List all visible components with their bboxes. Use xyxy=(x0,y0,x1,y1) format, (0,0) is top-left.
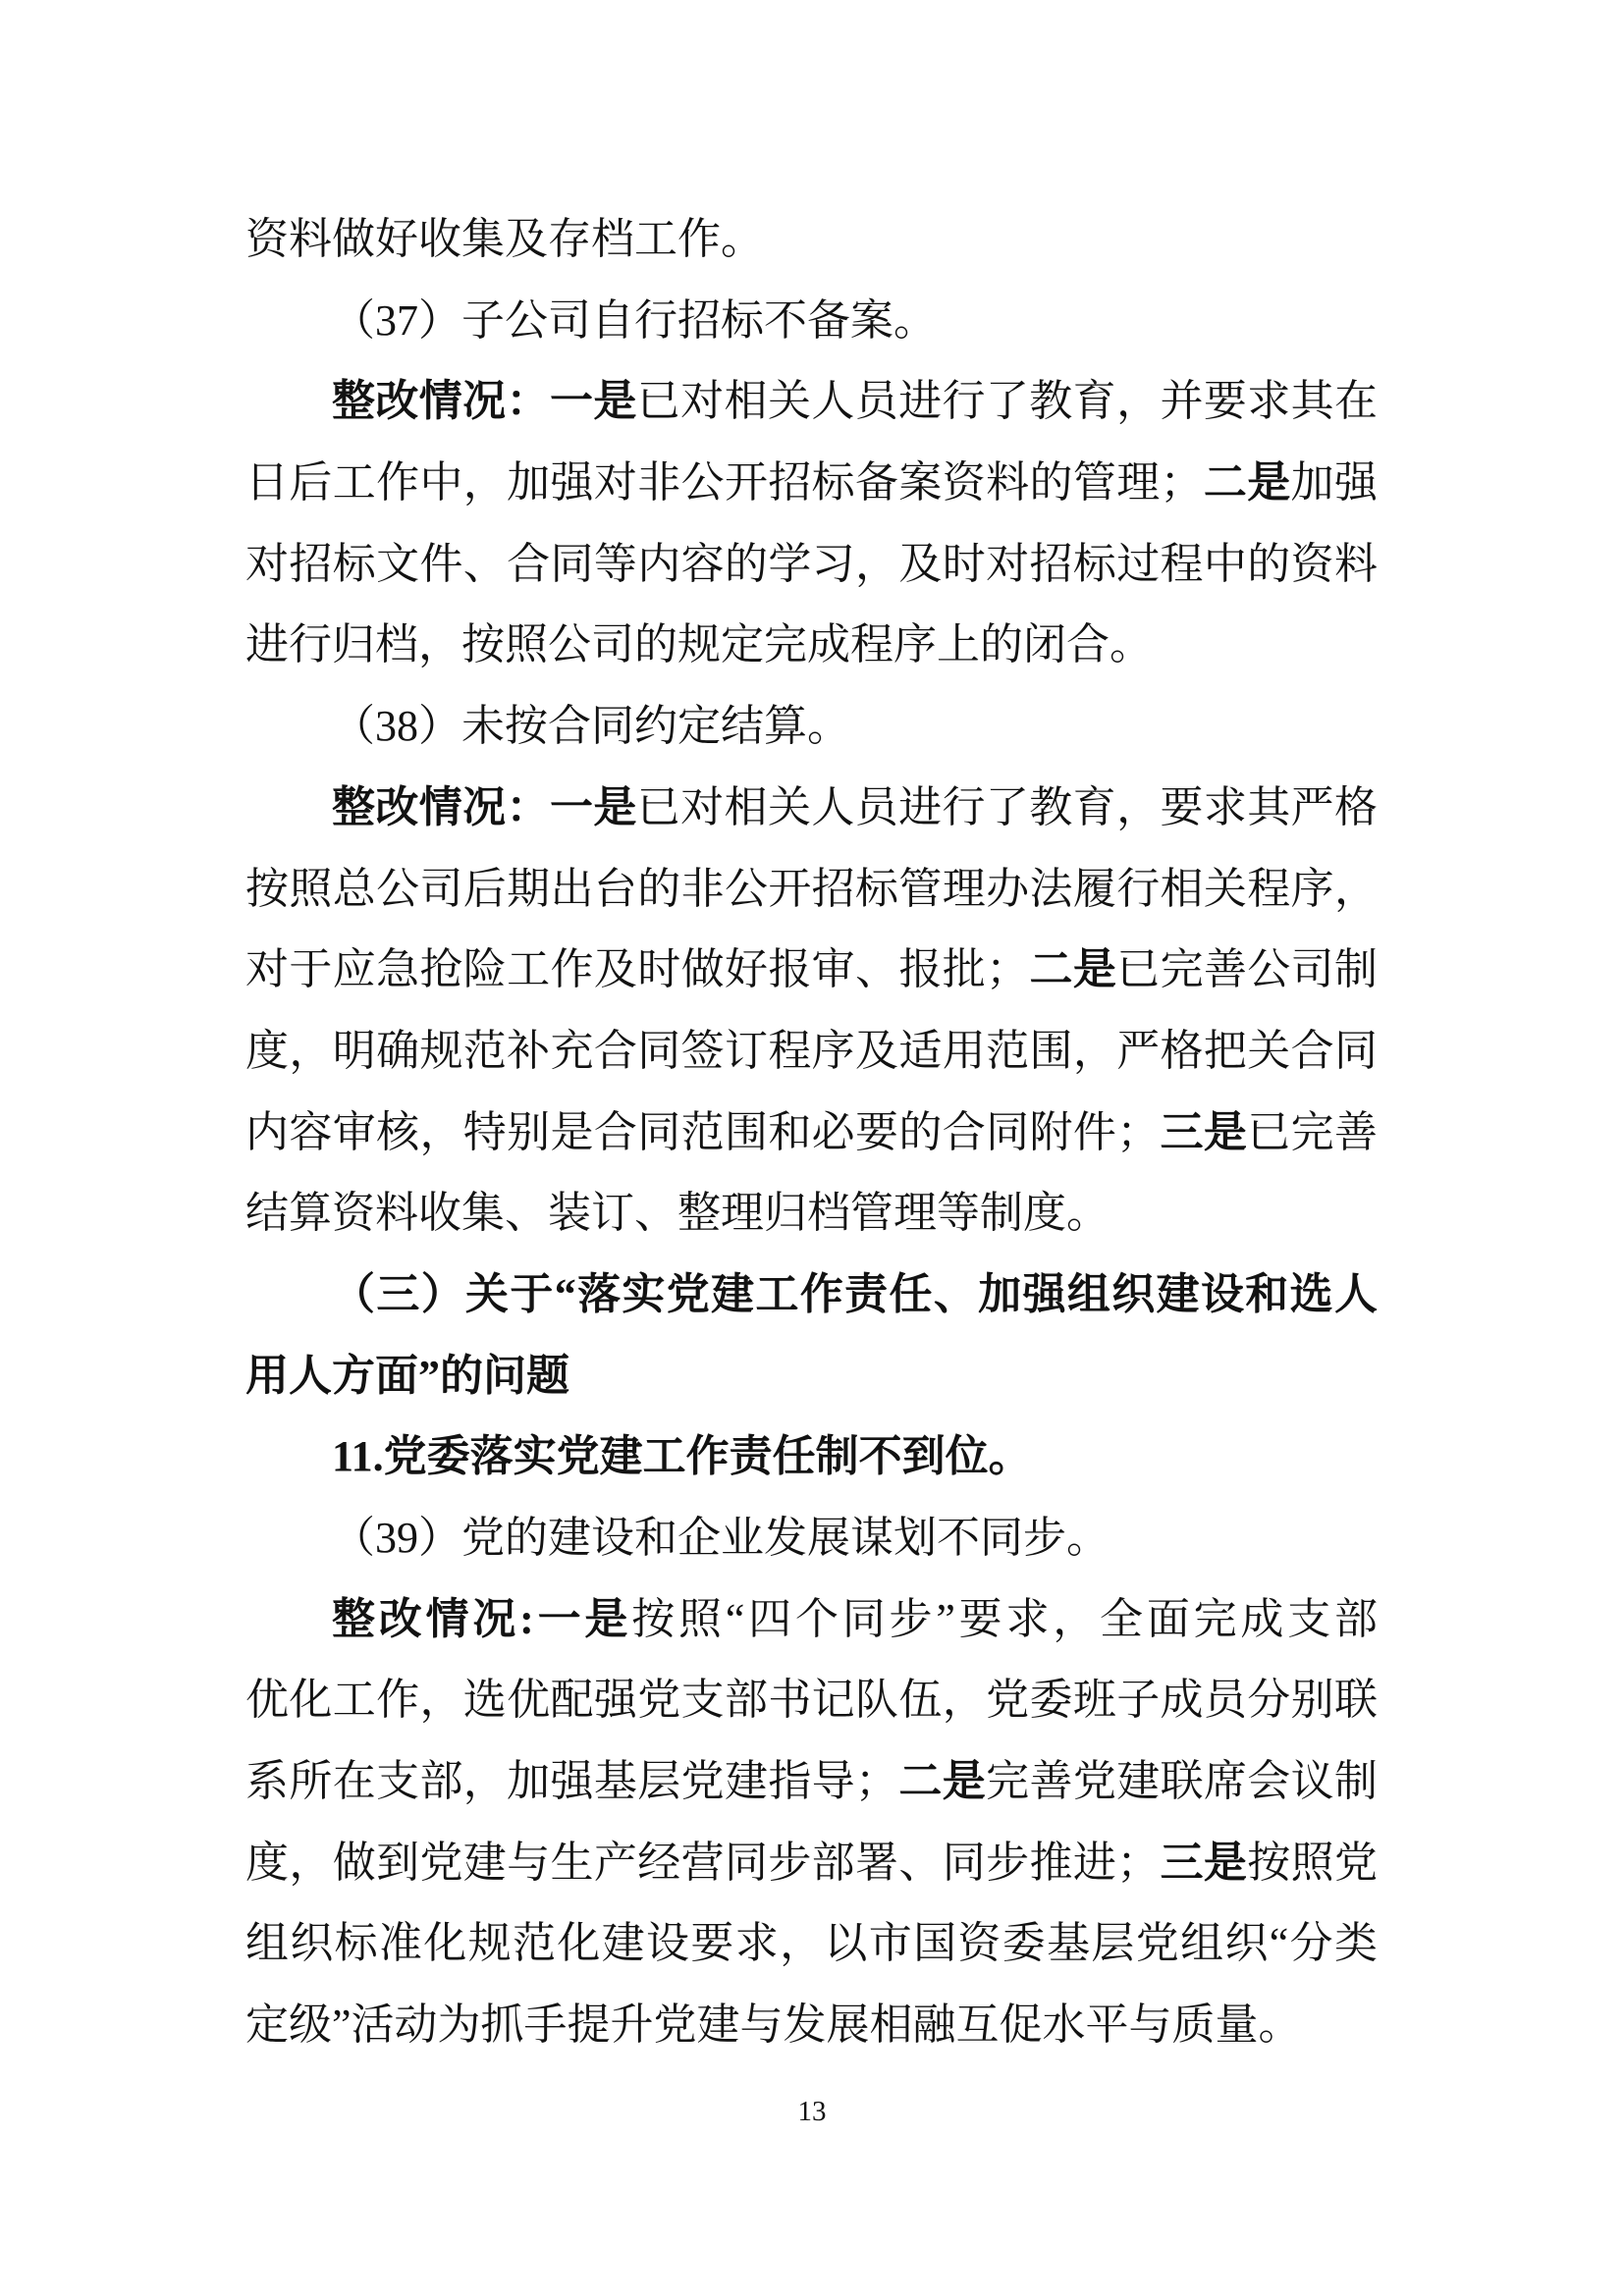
text-line xyxy=(245,1255,1378,1336)
text-line xyxy=(245,524,1378,606)
text-segment: 结算资料收集、装订、整理归档管理等制度。 xyxy=(245,1189,1110,1238)
text-line xyxy=(245,1416,1378,1498)
text-segment: 组织标准化规范化建设要求，以市国资委基层党组织“分类 xyxy=(245,1919,1378,1968)
bold-text-segment: 一是 xyxy=(533,1594,632,1643)
text-segment: 对于应急抢险工作及时做好报审、报批； xyxy=(245,945,1030,994)
text-segment: 资料做好收集及存档工作。 xyxy=(245,215,764,263)
text-segment: （39）党的建设和企业发展谋划不同步。 xyxy=(332,1514,1110,1562)
text-segment: 已完善 xyxy=(1247,1107,1379,1156)
bold-text-segment: 三是 xyxy=(1160,1838,1248,1887)
text-line xyxy=(245,686,1378,768)
text-line xyxy=(245,1173,1378,1255)
text-segment: （38）未按合同约定结算。 xyxy=(332,702,850,751)
text-segment: 系所在支部，加强基层党建指导； xyxy=(245,1757,899,1806)
bold-text-segment: （三）关于“落实党建工作责任、加强组织建设和选人 xyxy=(332,1269,1378,1318)
bold-text-segment: 一是 xyxy=(549,782,637,831)
text-line xyxy=(245,930,1378,1011)
bold-text-segment: 整改情况: xyxy=(332,1594,534,1643)
text-segment: 按照总公司后期出台的非公开招标管理办法履行相关程序， xyxy=(245,864,1378,913)
bold-text-segment: 三是 xyxy=(1160,1107,1248,1156)
page-number: 13 xyxy=(797,2096,827,2127)
text-line xyxy=(245,768,1378,849)
text-segment: 进行归档，按照公司的规定完成程序上的闭合。 xyxy=(245,620,1153,669)
text-segment: 对招标文件、合同等内容的学习，及时对招标过程中的资料 xyxy=(245,539,1378,588)
bold-text-segment: 11.党委落实党建工作责任制不到位。 xyxy=(332,1432,1032,1481)
text-segment: 优化工作，选优配强党支部书记队伍，党委班子成员分别联 xyxy=(245,1676,1378,1725)
bold-text-segment: 二是 xyxy=(1203,458,1291,507)
text-line xyxy=(245,849,1378,931)
text-line xyxy=(245,443,1378,524)
text-line xyxy=(245,199,1378,281)
text-segment: 日后工作中，加强对非公开招标备案资料的管理； xyxy=(245,458,1204,507)
bold-text-segment: 二是 xyxy=(1029,945,1117,994)
bold-text-segment: 整改情况： xyxy=(332,377,550,426)
text-segment: 已对相关人员进行了教育，并要求其在 xyxy=(636,377,1379,426)
text-block xyxy=(245,199,1378,2066)
text-line xyxy=(245,1985,1378,2066)
text-line xyxy=(245,1741,1378,1823)
text-segment: 加强 xyxy=(1290,458,1379,507)
text-segment: 已完善公司制 xyxy=(1116,945,1379,994)
text-segment: 度，明确规范补充合同签订程序及适用范围，严格把关合同 xyxy=(245,1026,1378,1075)
text-segment: 已对相关人员进行了教育，要求其严格 xyxy=(636,782,1379,831)
text-line xyxy=(245,1336,1378,1417)
text-line xyxy=(245,1011,1378,1093)
bold-text-segment: 整改情况： xyxy=(332,782,550,831)
bold-text-segment: 一是 xyxy=(549,377,637,426)
text-line xyxy=(245,1823,1378,1904)
text-segment: 完善党建联席会议制 xyxy=(986,1757,1379,1806)
text-line xyxy=(245,1498,1378,1579)
text-segment: 按照“四个同步”要求，全面完成支部 xyxy=(631,1594,1379,1643)
bold-text-segment: 二是 xyxy=(898,1757,987,1806)
text-segment: 内容审核，特别是合同范围和必要的合同附件； xyxy=(245,1107,1161,1156)
bold-text-segment: 用人方面”的问题 xyxy=(245,1351,569,1400)
text-line xyxy=(245,1903,1378,1985)
text-line xyxy=(245,605,1378,686)
text-line xyxy=(245,1579,1378,1661)
text-line xyxy=(245,361,1378,443)
text-line xyxy=(245,1093,1378,1174)
text-segment: 定级”活动为抓手提升党建与发展相融互促水平与质量。 xyxy=(245,2001,1302,2050)
text-segment: 度，做到党建与生产经营同步部署、同步推进； xyxy=(245,1838,1161,1887)
text-line xyxy=(245,281,1378,362)
text-segment: （37）子公司自行招标不备案。 xyxy=(332,295,937,345)
text-segment: 按照党 xyxy=(1247,1838,1379,1887)
text-line xyxy=(245,1660,1378,1741)
